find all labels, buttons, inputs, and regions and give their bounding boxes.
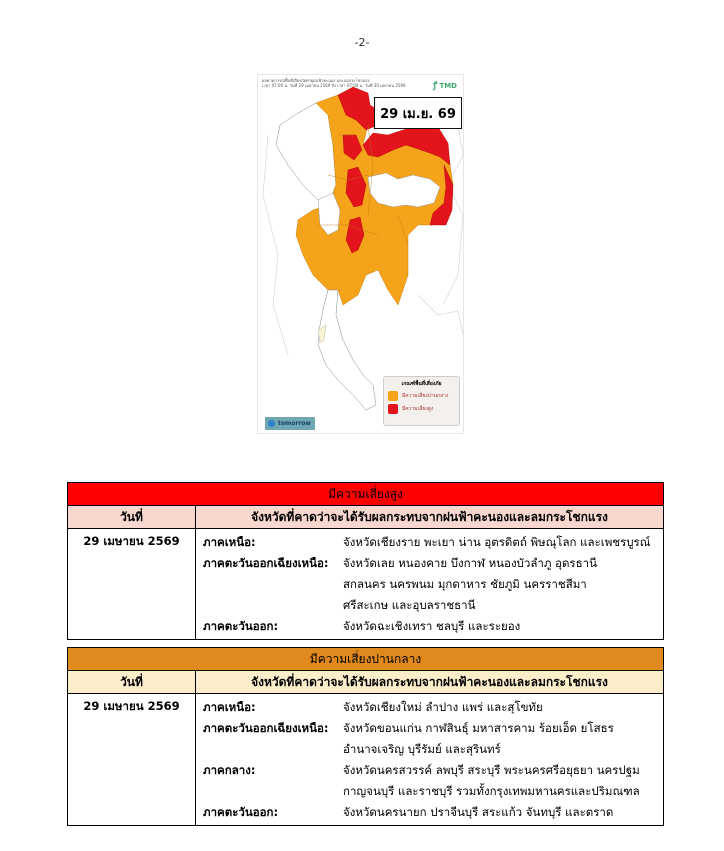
high-risk-col-provinces: จังหวัดที่คาดว่าจะได้รับผลกระทบจากฝนฟ้าคะนองและลมกระโชกแรง (196, 506, 664, 529)
tmd-logo-text: TMD (439, 82, 457, 90)
region-east (203, 802, 657, 823)
legend-label-moderate: มีความเสี่ยงปานกลาง (402, 393, 449, 399)
high-risk-table (67, 482, 664, 640)
moderate-risk-regions (196, 694, 664, 826)
region-provinces: จังหวัดเลย หนองคาย บึงกาฬ หนองบัวลำภู อุดรธานี (343, 556, 597, 570)
region-provinces: จังหวัดฉะเชิงเทรา ชลบุรี และระยอง (343, 619, 521, 633)
moderate-risk-table-title: มีความเสี่ยงปานกลาง (68, 648, 664, 671)
moderate-risk-col-date: วันที่ (68, 671, 196, 694)
table-row (68, 694, 664, 826)
region-provinces: ศรีสะเกษ และอุบลราชธานี (343, 598, 476, 612)
region-name: ภาคตะวันออก: (203, 805, 279, 819)
high-risk-date: 29 เมษายน 2569 (68, 529, 196, 640)
region-name: ภาคกลาง: (203, 763, 256, 777)
tmd-logo (433, 78, 457, 91)
tomorrow-badge-text: tomorrow (278, 420, 311, 427)
map-header-line2: เวลา 07:00 น. วันที่ 29 เมษายน 2569 ถึง เวลา 07:00 น. วันที่ 30 เมษายน 2569 (262, 83, 406, 88)
map-header-line1: ผลคาดการณ์พื้นที่เสี่ยงภัยพายุฝนฟ้าคะนอง และลมกระโชกแรง (262, 78, 370, 83)
high-risk-table-title: มีความเสี่ยงสูง (68, 483, 664, 506)
tmd-logo-icon: ꝭ (433, 81, 438, 91)
map-header (262, 78, 412, 88)
high-risk-regions (196, 529, 664, 640)
moderate-risk-date: 29 เมษายน 2569 (68, 694, 196, 826)
map-north-white (276, 103, 336, 205)
legend-item-moderate (388, 391, 455, 401)
region-provinces: จังหวัดขอนแก่น กาฬสินธุ์ มหาสารคาม ร้อยเอ็ด ยโสธร (343, 721, 614, 735)
tomorrow-badge (265, 417, 315, 430)
moderate-risk-table (67, 647, 664, 826)
map-legend (383, 376, 460, 426)
region-provinces: อำนาจเจริญ บุรีรัมย์ และสุรินทร์ (343, 742, 501, 756)
region-east (203, 616, 657, 637)
legend-swatch-moderate (388, 391, 398, 401)
legend-title: เกณฑ์พื้นที่เสี่ยงภัย (401, 381, 442, 387)
table-row (68, 529, 664, 640)
region-north (203, 697, 657, 718)
page-number: -2- (354, 36, 370, 49)
region-northeast (203, 718, 657, 760)
legend-label-high: มีความเสี่ยงสูง (402, 406, 434, 412)
region-name: ภาคเหนือ: (203, 700, 256, 714)
region-central (203, 760, 657, 802)
region-name: ภาคเหนือ: (203, 535, 256, 549)
map-date-label: 29 เม.ย. 69 (374, 97, 462, 129)
region-northeast (203, 553, 657, 616)
region-provinces: จังหวัดเชียงราย พะเยา น่าน อุตรดิตถ์ พิษณุโลก และเพชรบูรณ์ (343, 535, 651, 549)
region-provinces: จังหวัดนครสวรรค์ ลพบุรี สระบุรี พระนครศรีอยุธยา นครปฐม (343, 763, 640, 777)
region-name: ภาคตะวันออกเฉียงเหนือ: (203, 721, 329, 735)
tomorrow-logo-icon (268, 420, 275, 427)
risk-map-figure (257, 74, 464, 434)
region-name: ภาคตะวันออกเฉียงเหนือ: (203, 556, 329, 570)
legend-swatch-high (388, 404, 398, 414)
region-provinces: จังหวัดเชียงใหม่ ลำปาง แพร่ และสุโขทัย (343, 700, 543, 714)
map-south-white (318, 290, 376, 410)
high-risk-col-date: วันที่ (68, 506, 196, 529)
region-north (203, 532, 657, 553)
legend-item-high (388, 404, 455, 414)
moderate-risk-col-provinces: จังหวัดที่คาดว่าจะได้รับผลกระทบจากฝนฟ้าคะนองและลมกระโชกแรง (196, 671, 664, 694)
region-provinces: จังหวัดนครนายก ปราจีนบุรี สระแก้ว จันทบุรี และตราด (343, 805, 614, 819)
region-provinces: กาญจนบุรี และราชบุรี รวมทั้งกรุงเทพมหานครและปริมณฑล (343, 784, 640, 798)
region-provinces: สกลนคร นครพนม มุกดาหาร ชัยภูมิ นครราชสีมา (343, 577, 587, 591)
region-name: ภาคตะวันออก: (203, 619, 279, 633)
